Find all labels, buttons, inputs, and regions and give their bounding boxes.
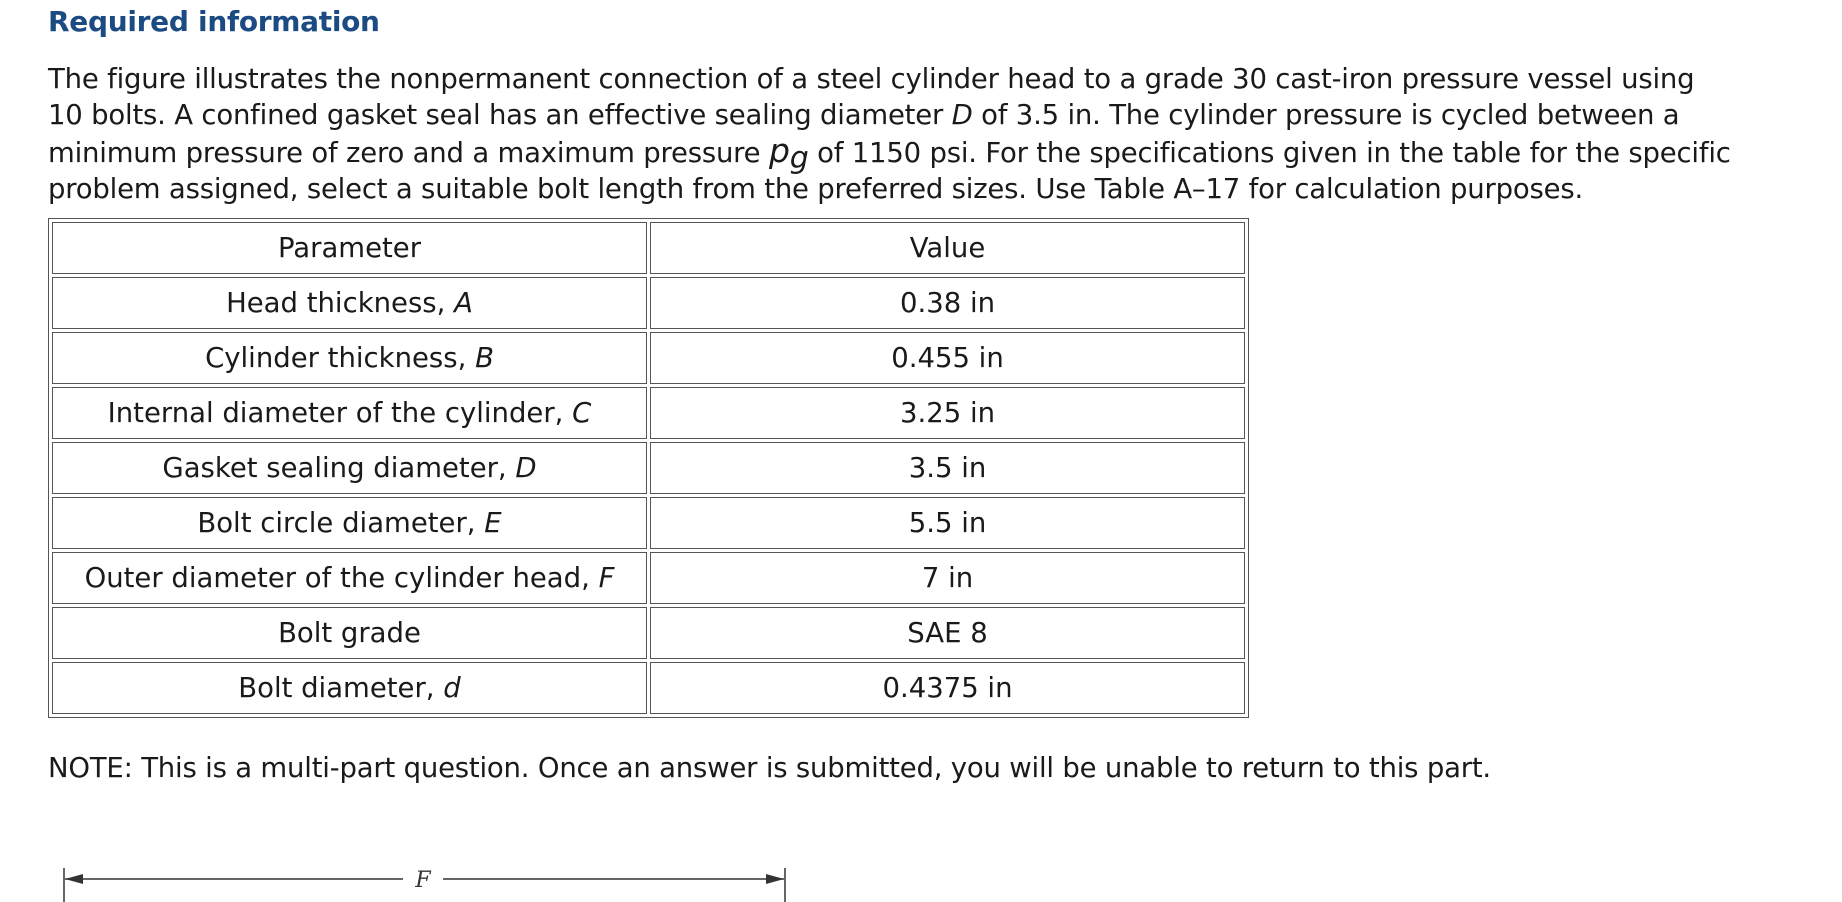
param-cell: Gasket sealing diameter, D (52, 442, 647, 494)
intro-line-2a: 10 bolts. A confined gasket seal has an effective sealing diameter (48, 99, 952, 131)
value-cell: 0.455 in (650, 332, 1245, 384)
table-row (52, 552, 1245, 604)
dimension-label-f: F (415, 868, 431, 893)
table-header-row (52, 222, 1245, 274)
table-row (52, 277, 1245, 329)
header-parameter: Parameter (52, 222, 647, 274)
table-row (52, 607, 1245, 659)
specification-table (48, 218, 1249, 718)
value-cell: 5.5 in (650, 497, 1245, 549)
table-row (52, 387, 1245, 439)
intro-line-2b: of 3.5 in. The cylinder pressure is cycled between a (972, 99, 1680, 131)
param-cell: Bolt diameter, d (52, 662, 647, 714)
value-cell: 7 in (650, 552, 1245, 604)
table-row (52, 442, 1245, 494)
param-cell: Outer diameter of the cylinder head, F (52, 552, 647, 604)
pressure-symbol: p (768, 131, 790, 170)
multipart-note: NOTE: This is a multi-part question. Once an answer is submitted, you will be unable to return to this part. (48, 752, 1491, 784)
arrowhead-left (65, 874, 83, 884)
table-row (52, 332, 1245, 384)
table-row (52, 497, 1245, 549)
param-cell: Cylinder thickness, B (52, 332, 647, 384)
value-cell: 0.4375 in (650, 662, 1245, 714)
cylinder-head-figure (55, 858, 805, 902)
value-cell: 0.38 in (650, 277, 1245, 329)
param-cell: Bolt circle diameter, E (52, 497, 647, 549)
pressure-subscript: g (789, 141, 809, 176)
value-cell: 3.5 in (650, 442, 1245, 494)
intro-line-3b: of 1150 psi. For the specifications given in the table for the specific (808, 137, 1731, 169)
intro-line-4: problem assigned, select a suitable bolt length from the preferred sizes. Use Table A–17 for calculation purposes. (48, 173, 1584, 205)
variable-d: D (951, 99, 973, 131)
problem-statement (48, 61, 1818, 207)
param-cell: Head thickness, A (52, 277, 647, 329)
intro-line-1: The figure illustrates the nonpermanent connection of a steel cylinder head to a grade 30 cast-iron pressure vessel using (48, 63, 1695, 95)
value-cell: 3.25 in (650, 387, 1245, 439)
intro-line-3a: minimum pressure of zero and a maximum pressure (48, 137, 769, 169)
param-cell: Internal diameter of the cylinder, C (52, 387, 647, 439)
header-value: Value (650, 222, 1245, 274)
section-heading: Required information (48, 5, 380, 38)
table-row (52, 662, 1245, 714)
param-cell: Bolt grade (52, 607, 647, 659)
value-cell: SAE 8 (650, 607, 1245, 659)
arrowhead-right (766, 874, 784, 884)
